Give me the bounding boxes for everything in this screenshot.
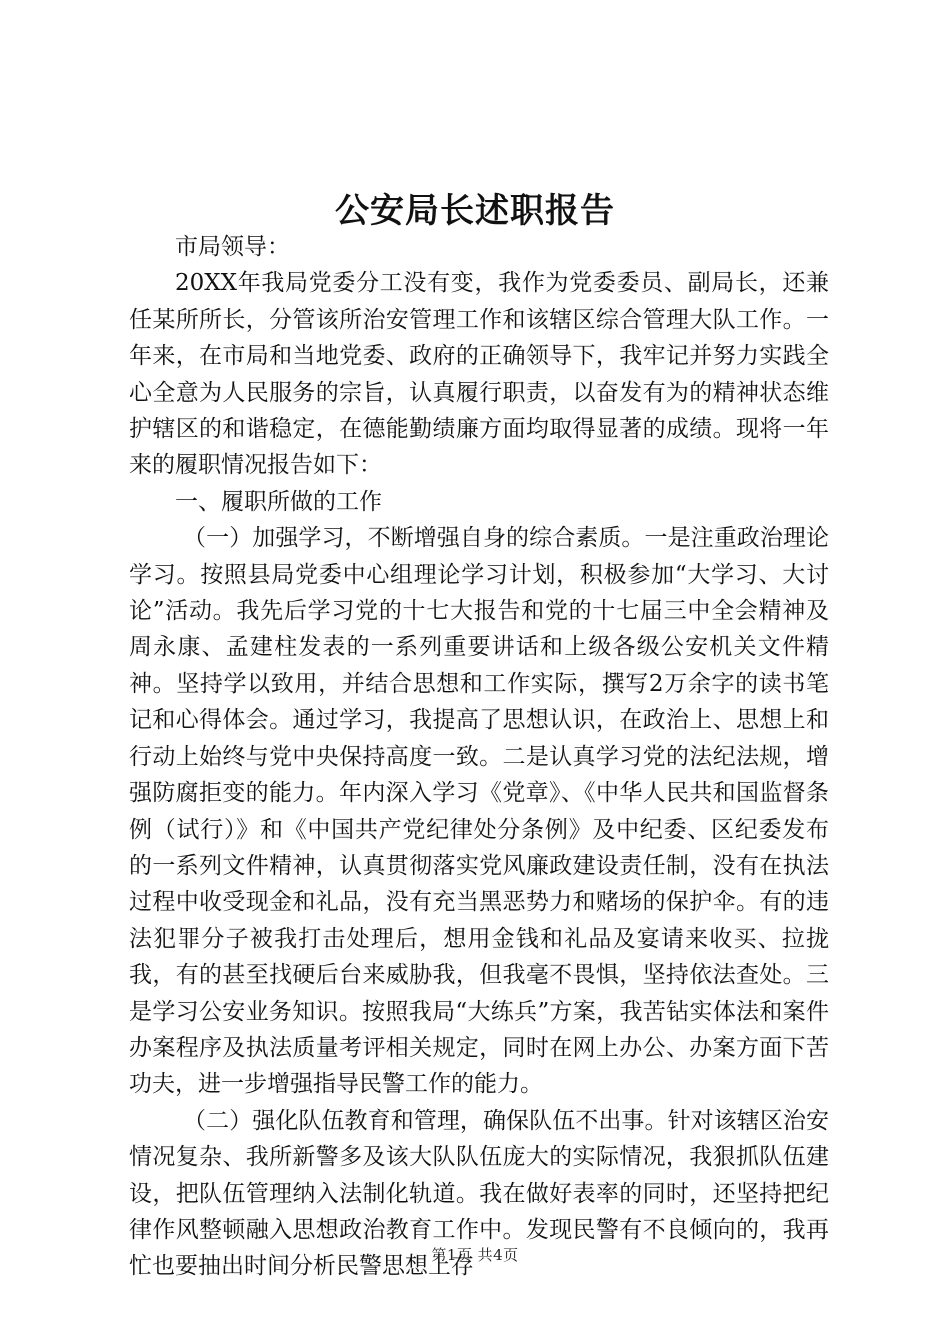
paragraph-intro: 20XX年我局党委分工没有变，我作为党委委员、副局长，还兼任某所所长，分管该所治安管理工作和该辖区综合管理大队工作。一年来，在市局和当地党委、政府的正确领导下，我牢记并努力实践全心全意为人民服务的宗旨，认真履行职责，以奋发有为的精神状态维护辖区的和谐稳定，在德能勤绩廉方面均取得显著的成绩。现将一年来的履职情况报告如下： bbox=[129, 270, 829, 479]
document-body bbox=[129, 229, 829, 1285]
paragraph-study: （一）加强学习，不断增强自身的综合素质。一是注重政治理论学习。按照县局党委中心组理论学习计划，积极参加“大学习、大讨论”活动。我先后学习党的十七大报告和党的十七届三中全会精神及周永康、孟建柱发表的一系列重要讲话和上级各级公安机关文件精神。坚持学以致用，并结合思想和工作实际，撰写2万余字的读书笔记和心得体会。通过学习，我提高了思想认识，在政治上、思想上和行动上始终与党中央保持高度一致。二是认真学习党的法纪法规，增强防腐拒变的能力。年内深入学习《党章》、《中华人民共和国监督条例（试行）》和《中国共产党纪律处分条例》及中纪委、区纪委发布的一系列文件精神，认真贯彻落实党风廉政建设责任制，没有在执法过程中收受现金和礼品，没有充当黑恶势力和赌场的保护伞。有的违法犯罪分子被我打击处理后，想用金钱和礼品及宴请来收买、拉拢我，有的甚至找硬后台来威胁我，但我毫不畏惧，坚持依法查处。三是学习公安业务知识。按照我局“大练兵”方案，我苦钻实体法和案件办案程序及执法质量考评相关规定，同时在网上办公、办案方面下苦功夫，进一步增强指导民警工作的能力。 bbox=[129, 525, 829, 1098]
paragraph-team: （二）强化队伍教育和管理，确保队伍不出事。针对该辖区治安情况复杂、我所新警多及该大队队伍庞大的实际情况，我狠抓队伍建设，把队伍管理纳入法制化轨道。我在做好表率的同时，还坚持把纪律作风整顿融入思想政治教育工作中。发现民警有不良倾向的，我再忙也要抽出时间分析民警思想上存 bbox=[129, 1107, 829, 1280]
section-heading: 一、履职所做的工作 bbox=[175, 488, 382, 515]
document-title: 公安局长述职报告 bbox=[335, 191, 615, 231]
salutation: 市局领导： bbox=[175, 234, 290, 260]
page-number: 第1页 共4页 bbox=[431, 1246, 519, 1264]
